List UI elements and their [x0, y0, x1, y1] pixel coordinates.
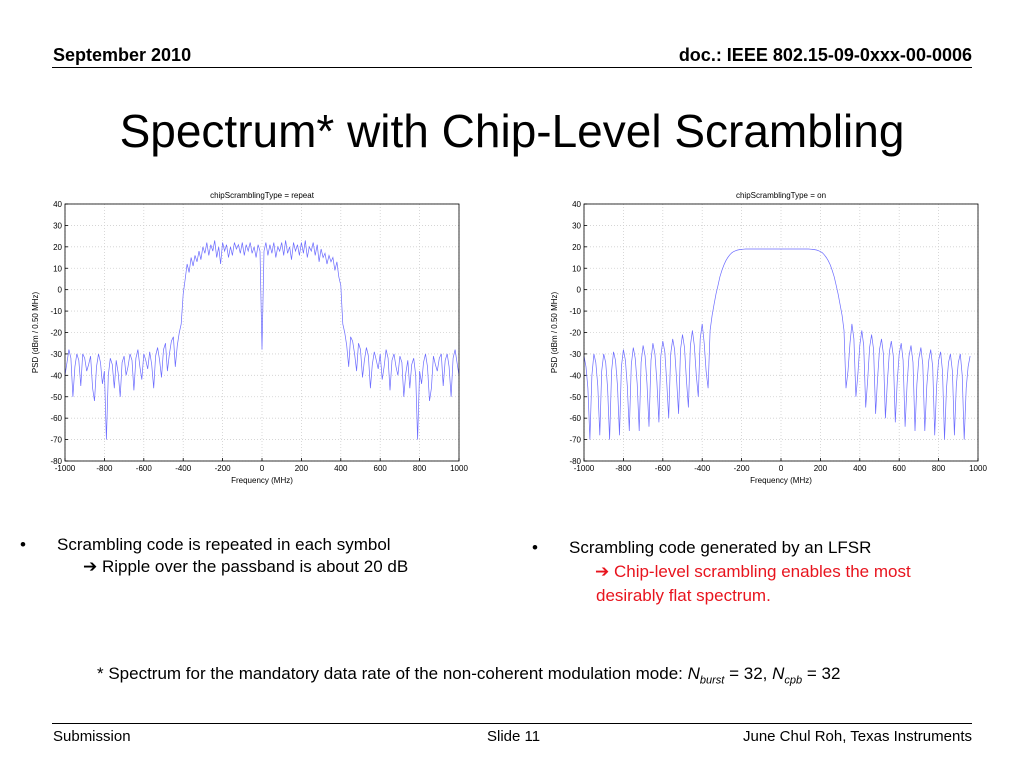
x-tick-label: 400: [853, 464, 867, 473]
y-tick-label: -50: [50, 392, 62, 402]
y-tick-label: 20: [53, 242, 62, 252]
x-tick-label: -800: [615, 464, 632, 473]
x-tick-label: -200: [733, 464, 750, 473]
y-tick-label: -80: [569, 457, 581, 466]
x-tick-label: 800: [931, 464, 946, 473]
y-tick-label: -10: [50, 307, 62, 317]
bullet-left: [20, 534, 500, 584]
y-axis-label: PSD (dBm / 0.50 MHz): [550, 291, 559, 374]
x-tick-label: -400: [175, 464, 192, 473]
y-tick-label: -20: [50, 328, 62, 338]
x-tick-label: 1000: [969, 464, 987, 473]
bullet-left-subtext: [83, 556, 408, 578]
x-tick-label: 600: [373, 464, 387, 473]
bullet-dot: •: [20, 535, 26, 554]
x-tick-label: -600: [135, 464, 152, 473]
x-tick-label: 200: [294, 464, 309, 473]
y-tick-label: 40: [53, 200, 62, 209]
y-tick-label: -40: [569, 371, 581, 381]
y-tick-label: -30: [569, 349, 581, 359]
x-tick-label: -200: [214, 464, 231, 473]
header-divider: [52, 67, 972, 68]
footnote-n-burst: N: [687, 664, 700, 683]
x-tick-label: -1000: [54, 464, 76, 473]
footnote-n-cpb-val: = 32: [802, 664, 841, 683]
y-tick-label: -80: [50, 457, 62, 466]
x-tick-label: 0: [259, 464, 265, 473]
chart-title: chipScramblingType = repeat: [210, 191, 314, 200]
x-tick-label: -800: [96, 464, 113, 473]
bullet-right: [532, 537, 992, 609]
y-tick-label: 0: [576, 285, 581, 295]
y-tick-label: -30: [50, 349, 62, 359]
x-tick-label: 0: [778, 464, 784, 473]
x-tick-label: -400: [694, 464, 711, 473]
header-doc-id: doc.: IEEE 802.15-09-0xxx-00-0006: [678, 45, 972, 65]
y-axis-label: PSD (dBm / 0.50 MHz): [31, 291, 40, 374]
y-tick-label: -10: [569, 307, 581, 317]
y-tick-label: 0: [57, 285, 62, 295]
y-tick-label: -20: [569, 328, 581, 338]
x-tick-label: 600: [892, 464, 906, 473]
slide-title: Spectrum* with Chip-Level Scrambling: [119, 105, 905, 157]
footer-submission: Submission: [53, 728, 131, 745]
x-tick-label: -1000: [573, 464, 595, 473]
footer-divider: [52, 723, 972, 724]
x-tick-label: -600: [654, 464, 671, 473]
x-axis-label: Frequency (MHz): [231, 476, 293, 485]
bullet-right-subtext: [595, 561, 911, 583]
footnote-n-burst-sub: burst: [699, 674, 725, 687]
footer-author: June Chul Roh, Texas Instruments: [742, 728, 972, 745]
y-tick-label: -70: [50, 435, 62, 445]
y-tick-label: -60: [569, 414, 581, 424]
arrow-right-icon: ➔: [595, 562, 610, 582]
bullet-dot: •: [532, 538, 538, 557]
chart-title: chipScramblingType = on: [735, 191, 827, 200]
x-tick-label: 400: [334, 464, 348, 473]
y-tick-label: 10: [572, 264, 581, 274]
y-tick-label: 30: [53, 221, 62, 231]
y-tick-label: -60: [50, 414, 62, 424]
x-tick-label: 1000: [450, 464, 468, 473]
y-tick-label: -40: [50, 371, 62, 381]
chart-left-repeat: [28, 183, 478, 493]
bullet-right-text: Scrambling code generated by an LFSR: [569, 538, 872, 557]
x-tick-label: 200: [813, 464, 828, 473]
arrow-right-icon: ➔: [83, 557, 98, 577]
y-tick-label: 30: [572, 221, 581, 231]
footnote-n-cpb-sub: cpb: [784, 674, 803, 687]
chart-right-on: [547, 183, 997, 493]
y-tick-label: 40: [572, 200, 581, 209]
plot-area: [584, 204, 978, 461]
y-tick-label: 10: [53, 264, 62, 274]
bullet-left-subtext-label: Ripple over the passband is about 20 dB: [97, 557, 409, 576]
y-tick-label: -50: [569, 392, 581, 402]
bullet-right-subtext-label: Chip-level scrambling enables the most: [609, 562, 911, 581]
header-date: September 2010: [53, 45, 192, 65]
footnote-text: * Spectrum for the mandatory data rate of the non-coherent modulation mode:: [97, 664, 688, 683]
x-axis-label: Frequency (MHz): [750, 476, 812, 485]
footnote: [97, 664, 840, 686]
footnote-n-cpb: N: [772, 664, 785, 683]
x-tick-label: 800: [412, 464, 427, 473]
bullet-left-text: Scrambling code is repeated in each symbol: [57, 535, 391, 554]
y-tick-label: 20: [572, 242, 581, 252]
bullet-right-subtext-cont: desirably flat spectrum.: [596, 586, 771, 605]
footer-slide-number: Slide 11: [487, 728, 541, 745]
y-tick-label: -70: [569, 435, 581, 445]
footnote-n-burst-val: = 32,: [724, 664, 773, 683]
